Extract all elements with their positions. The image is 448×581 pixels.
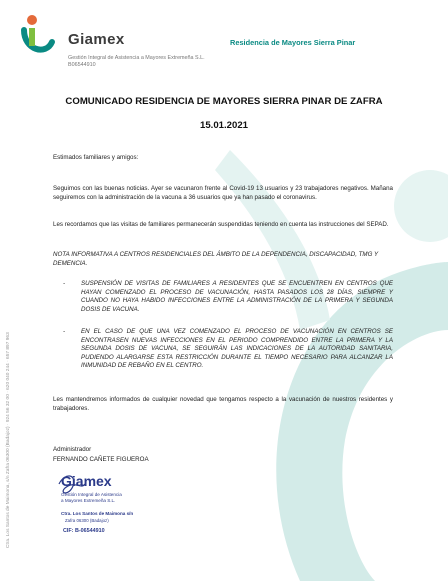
stamp-line: Zafra 06300 (Badajoz) [65, 518, 109, 523]
signer-name: FERNANDO CAÑETE FIGUEROA [53, 456, 149, 463]
residence-name: Residencia de Mayores Sierra Pinar [230, 38, 356, 47]
list-item: - EN EL CASO DE QUE UNA VEZ COMENZADO EL PROCESO DE VACUNACIÓN EN CENTROS SE ENCONTRASEN NUEVAS INFECCIONES EN EL PERIODO COMPRENDIDO ENTRE LA PRIMERA Y LA SEGUNDA DOSIS DE VACUNA, SE SEGUIRÁN LAS INDICACIONES DE LA AUTORIDAD SANITARIA, PUDIENDO ALARGARSE ESTA RESTRICCIÓN DURANTE EL TIEMPO NECESARIO PARA ALCANZAR LA INMUNIDAD DE REBAÑO EN EL CENTRO. [63, 328, 393, 369]
side-address-text: Ctra. Los Santos de Maimona, s/n Zafra 06300 (Badajoz) · 924 56 32 00 · 620 040 244 · 657 897 963 [6, 332, 11, 548]
giamex-logo-icon [18, 14, 58, 62]
greeting: Estimados familiares y amigos: [53, 154, 139, 161]
stamp-line: Ctra. Los Santos de Maimona s/n [61, 511, 134, 516]
company-stamp [55, 470, 175, 570]
list-item: - SUSPENSIÓN DE VISITAS DE FAMILIARES A RESIDENTES QUE SE ENCUENTREN EN CENTROS QUE HAYAN COMENZADO EL PROCESO DE VACUNACIÓN, HASTA PASADOS LOS 28 DÍAS, SIEMPRE Y CUANDO NO HAYA HABIDO INFECCIONES ENTRE LA ADMINISTRACIÓN DE LA PRIMERA Y SEGUNDA DOSIS DE VACUNA. [63, 280, 393, 313]
document-title: COMUNICADO RESIDENCIA DE MAYORES SIERRA PINAR DE ZAFRA [65, 96, 383, 107]
stamp-line: CIF: B-06544910 [63, 528, 105, 534]
stamp-brand: Giamex [61, 473, 112, 489]
bullet-dash: - [63, 280, 66, 287]
paragraph-news: Seguimos con las buenas noticias. Ayer se vacunaron frente al Covid-19 13 usuarios y 23 trabajadores negativos. Mañana seguiremos con la administración de la vacuna a 36 usuarios que ya han pasado el coronavirus. [53, 185, 393, 201]
watermark-dot [394, 170, 448, 242]
stamp-line: a Mayores Extremeña S.L. [61, 498, 116, 503]
paragraph-visits: Les recordamos que las visitas de familiares permanecerán suspendidas teniendo en cuenta las instrucciones del SEPAD. [53, 221, 389, 228]
bullet-dash: - [63, 328, 66, 335]
informative-note: NOTA INFORMATIVA A CENTROS RESIDENCIALES DEL ÁMBITO DE LA DEPENDENCIA, DISCAPACIDAD, TMG Y DEMENCIA. [53, 251, 379, 267]
closing-paragraph: Les mantendremos informados de cualquier novedad que tengamos respecto a la vacunación de nuestros residentes y trabajadores. [53, 396, 393, 412]
brand-name: Giamex [68, 31, 125, 48]
signer-role: Administrador [53, 446, 92, 453]
document-date: 15.01.2021 [199, 120, 248, 131]
stamp-line: Gestión Integral de Asistencia [61, 492, 122, 497]
brand-subtitle: Gestión Integral de Asistencia a Mayores Extremeña S.L. B06544910 [68, 55, 205, 68]
